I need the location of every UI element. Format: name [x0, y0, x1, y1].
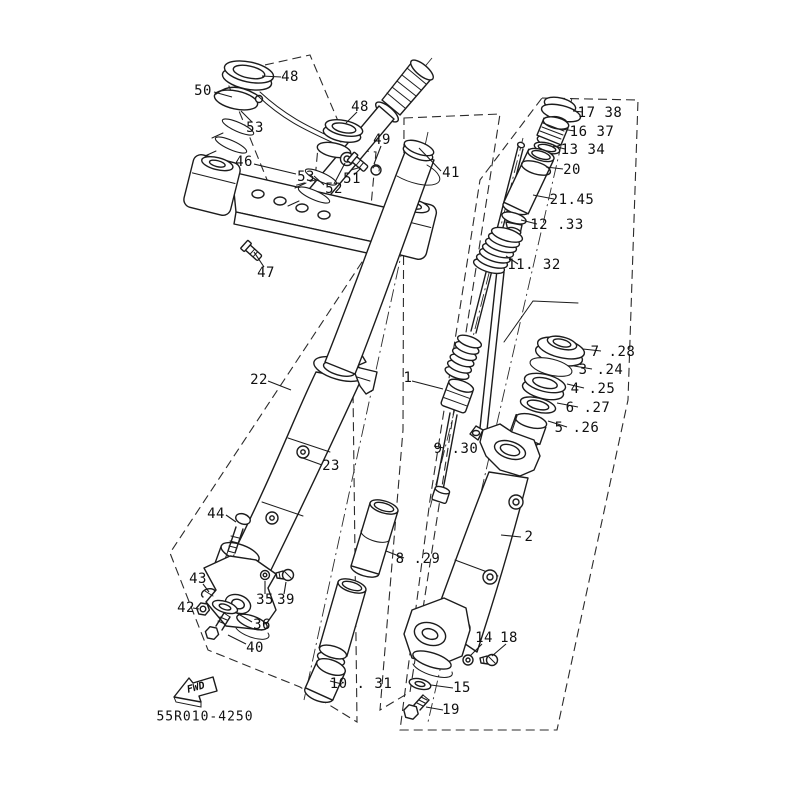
part-label-36: 36 [253, 617, 271, 633]
part-label-2: 2 [524, 529, 534, 545]
part-label-13-34: 13 34 [560, 142, 606, 158]
part-label-41: 41 [442, 165, 460, 181]
fwd-arrow-label: FWD [185, 680, 207, 696]
part-label-7-28: 7 .28 [590, 344, 636, 360]
part-label-12-33: 12 .33 [530, 217, 584, 233]
bolt-47 [240, 240, 263, 262]
part-label-51: 51 [343, 171, 361, 187]
part-label-1: 1 [403, 370, 413, 386]
screw-39 [276, 570, 294, 581]
diagram-code: 55R010-4250 [156, 709, 254, 725]
part-label-48a: 48 [281, 69, 299, 85]
part-label-21-45: 21.45 [549, 192, 595, 208]
part-label-44: 44 [207, 506, 225, 522]
bolt-19 [404, 695, 429, 719]
part-label-43: 43 [189, 571, 207, 587]
part-label-47: 47 [257, 265, 275, 281]
seal-kit-bracket [504, 301, 578, 342]
part-label-52: 52 [325, 181, 343, 197]
part-label-10-31: 10 . 31 [329, 676, 393, 692]
part-label-19: 19 [442, 702, 460, 718]
cylinder-8-29 [316, 497, 400, 669]
screw-18 [480, 655, 498, 666]
part-label-3-24: 3 .24 [578, 362, 624, 378]
part-label-5-26: 5 .26 [554, 420, 600, 436]
part-label-40: 40 [246, 640, 264, 656]
part-label-8-29: 8 .29 [395, 551, 441, 567]
part-label-50: 50 [194, 83, 212, 99]
part-label-20: 20 [563, 162, 581, 178]
cap-48-left [213, 57, 276, 113]
part-label-17-38: 17 38 [577, 105, 623, 121]
part-label-14: 14 [475, 630, 493, 646]
part-label-53a: 53 [246, 120, 264, 136]
part-label-22: 22 [250, 372, 268, 388]
part-label-23: 23 [322, 458, 340, 474]
right-fork-leg-parts [404, 94, 587, 719]
outer-tube-left [232, 372, 361, 572]
part-label-42: 42 [177, 600, 195, 616]
part-label-49: 49 [373, 132, 391, 148]
part-label-48b: 48 [351, 99, 369, 115]
part-label-16-37: 16 37 [569, 124, 615, 140]
part-label-18: 18 [500, 630, 518, 646]
left-clamp-boss [182, 152, 242, 217]
part-label-4-25: 4 .25 [570, 381, 616, 397]
part-label-35: 35 [256, 592, 274, 608]
part-label-6-27: 6 .27 [565, 400, 611, 416]
part-label-9-30: 9 .30 [433, 441, 479, 457]
part-label-11-32: 11. 32 [507, 257, 561, 273]
part-label-15: 15 [453, 680, 471, 696]
part-label-46: 46 [235, 154, 253, 170]
part-label-39: 39 [277, 592, 295, 608]
part-label-53b: 53 [297, 169, 315, 185]
